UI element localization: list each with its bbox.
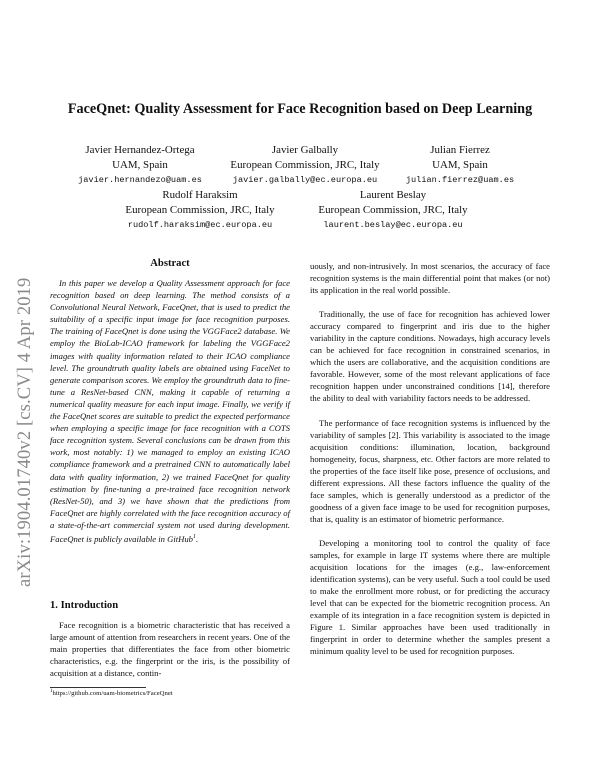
paragraph: Developing a monitoring tool to control the quality of face samples, for example in large IT systems where there are multiple acquisition locations for the images (e.g., law-enforcement identification systems), can be very useful. Such a tool could be used to make the enrollment more robust, or for predicting the accuracy level that can be expected for the biometric recognition process. An example of its integration in a face recognition system is depicted in Figure 1. Similar approaches have been used traditionally in fingerprint in order to determine whether the samples present a minimum quality level to be used for recognition purposes. [310, 537, 550, 657]
author-block [395, 143, 525, 188]
author-affiliation: European Commission, JRC, Italy [318, 204, 468, 216]
author-email: julian.fierrez@uam.es [405, 175, 515, 185]
author-affiliation: European Commission, JRC, Italy [125, 204, 275, 216]
paragraph: uously, and non-intrusively. In most scenarios, the accuracy of face recognition systems is the main differential point that makes (or not) its application in the real world possible. [310, 261, 550, 296]
footnote-rule [50, 687, 146, 688]
intro-paragraph [50, 619, 290, 679]
abstract-text: In this paper we develop a Quality Assessment approach for face recognition based on deep learning. The method consists of a Convolutional Neural Network, FaceQnet, that is used to predict the suitability of a specific input image for face recognition purposes. The training of FaceQnet is done using the VGGFace2 database. We employ the BioLab-ICAO framework for labeling the VGGFace2 images with quality information related to their ICAO compliance level. The groundtruth quality labels are obtained using FaceNet to generate comparison scores. We employ the groundtruth data to fine-tune a ResNet-based CNN, making it capable of returning a numerical quality measure for each input image. Finally, we verify if the FaceQnet scores are suitable to predict the expected performance when employing a specific image for face recognition with a COTS face recognition system. Several conclusions can be drawn from this work, most notably: 1) we managed to employ an existing ICAO compliance framework and a pretrained CNN to automatically label data with quality information, 2) we trained FaceQnet for quality estimation by fine-tuning a pre-trained face recognition network (ResNet-50), and 3) we have shown that the predictions from FaceQnet are highly correlated with the face recognition accuracy of a state-of-the-art commercial system not used during development. FaceQnet is publicly available in GitHub [50, 278, 290, 544]
arxiv-stamp [14, 212, 34, 587]
paragraph: The performance of face recognition systems is influenced by the variability of samples [2]. This variability is associated to the image acquisition conditions: illumination, location, background homogeneity, focus, sharpness, etc. Other factors are more related to the properties of the face itself like pose, presence of occlusions, and different expressions. All these factors influence the quality of the face samples, which is generally understood as a predictor of the goodness of a given face image to be used for recognition purposes, that is, quality is an estimator of biometric performance. [310, 417, 550, 524]
author-block [55, 143, 225, 188]
author-affiliation: European Commission, JRC, Italy [230, 159, 380, 171]
arxiv-identifier: arXiv:1904.01740v2 [cs.CV] 4 Apr 2019 [14, 277, 35, 587]
abstract-heading: Abstract [150, 258, 190, 269]
author-affiliation: UAM, Spain [112, 159, 168, 171]
author-name: Javier Hernandez-Ortega [85, 144, 195, 156]
footnote-url: https://github.com/uam-biometrics/FaceQnet [52, 690, 173, 698]
paragraph: Traditionally, the use of face for recognition has achieved lower accuracy compared to fingerprint and iris due to the higher variability in the capture conditions. Nowadays, high accuracy levels can be achieved for face recognition in constrained scenarios, in which the users are collaborative, and the acquisition conditions are favorable. However, some of the most relevant applications of face recognition happen under unconstrained conditions [14], therefore the ability to deal with variability factors needs to be addressed. [310, 309, 550, 404]
author-email: javier.galbally@ec.europa.eu [232, 175, 378, 185]
author-name: Rudolf Haraksim [162, 189, 238, 201]
author-block [298, 188, 488, 233]
author-block [210, 143, 400, 188]
author-email: rudolf.haraksim@ec.europa.eu [127, 220, 273, 230]
author-email: javier.hernandezo@uam.es [78, 175, 202, 185]
footnote [50, 689, 173, 697]
paragraph: Face recognition is a biometric characteristic that has received a large amount of attention from researchers in recent years. One of the main properties that differentiates the face from other biometric characteristics, e.g. the fingerprint or the iris, is the possibility of acquisition at a distance, contin- [50, 620, 290, 679]
author-name: Javier Galbally [271, 144, 339, 156]
author-affiliation: UAM, Spain [432, 159, 488, 171]
author-email: laurent.beslay@ec.europa.eu [323, 220, 463, 230]
right-column [310, 260, 550, 657]
footnote-marker: 1 [193, 533, 196, 540]
paper-title: FaceQnet: Quality Assessment for Face Recognition based on Deep Learning [67, 101, 533, 117]
author-name: Laurent Beslay [359, 189, 427, 201]
section-heading: 1. Introduction [50, 600, 119, 611]
abstract-end: . [196, 533, 199, 544]
footnote-number: 1 [50, 689, 53, 694]
abstract-body [50, 277, 290, 545]
author-name: Julian Fierrez [430, 144, 490, 156]
author-block [105, 188, 295, 233]
